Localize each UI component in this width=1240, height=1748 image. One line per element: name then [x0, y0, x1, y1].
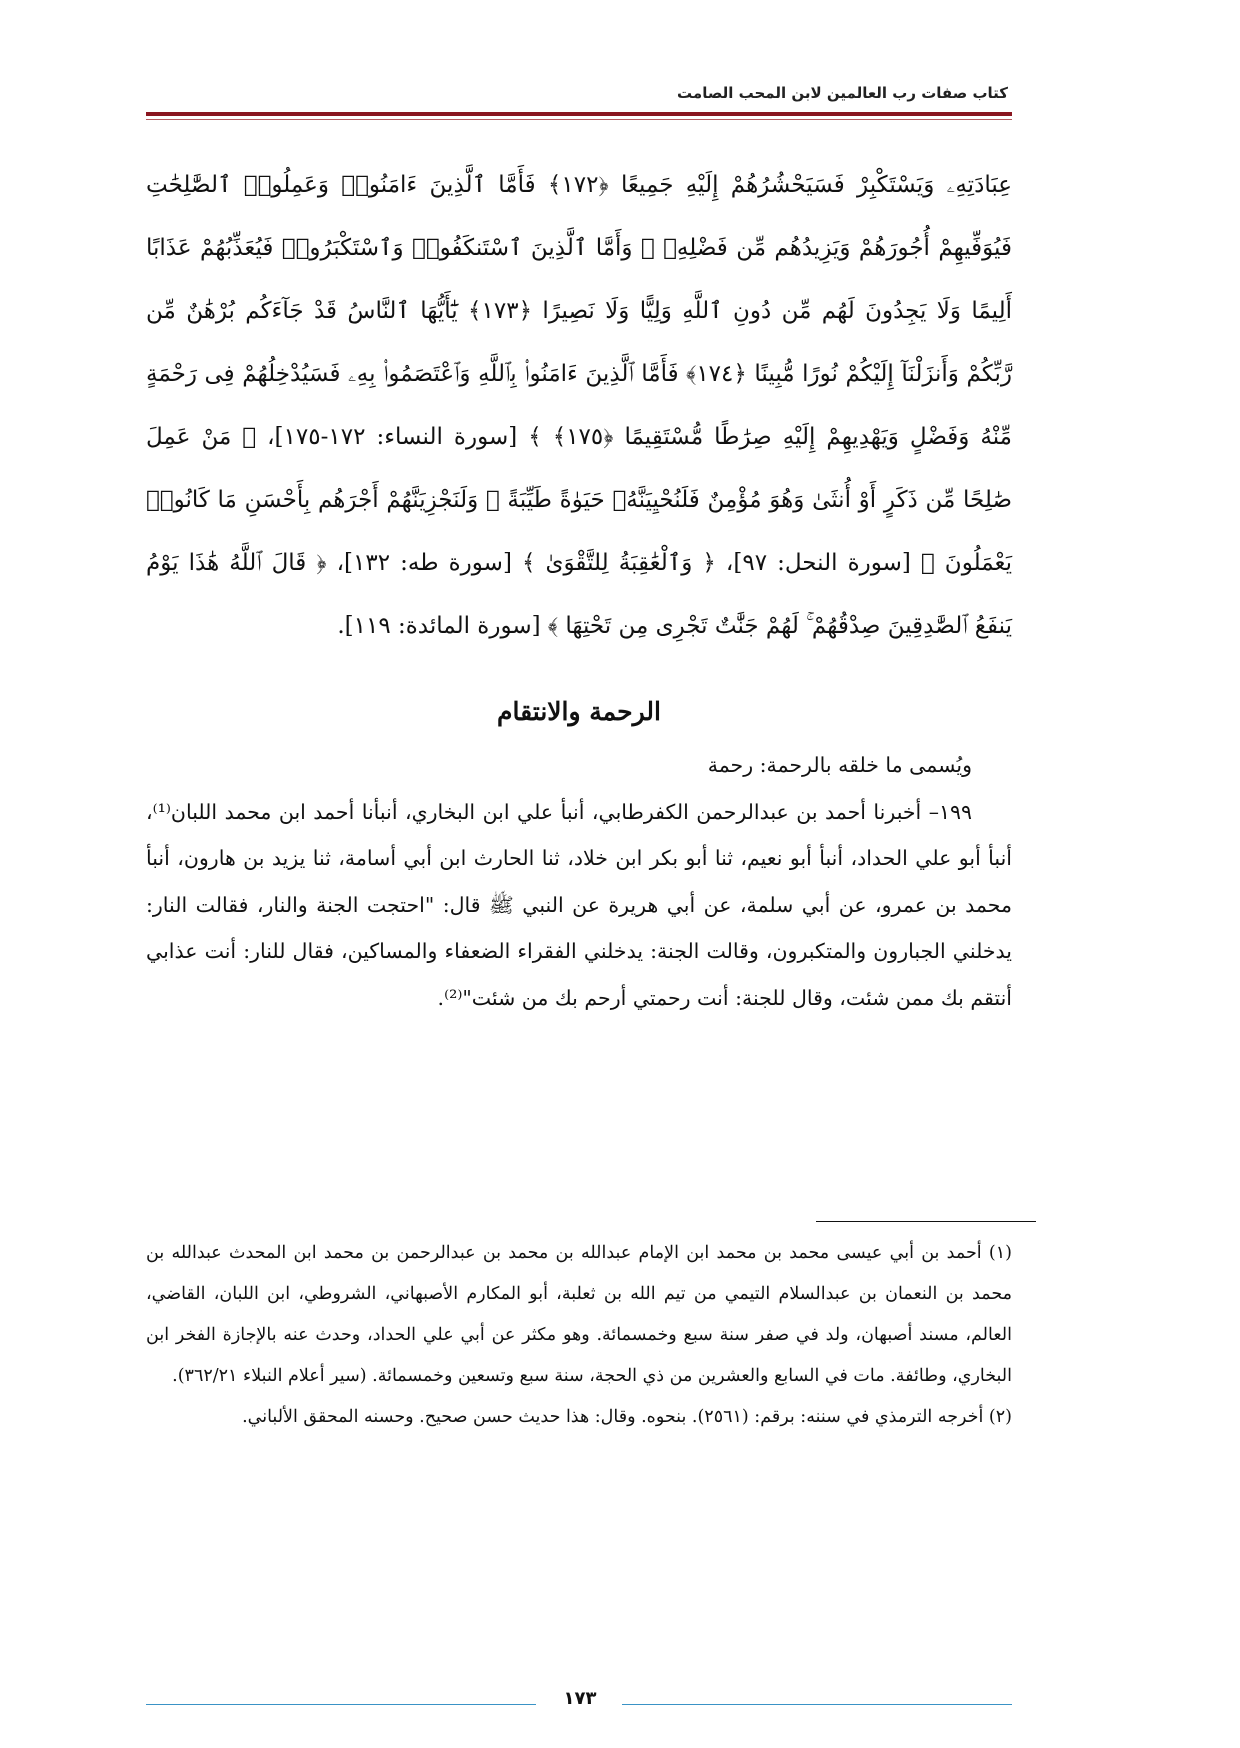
footer-rule-right [622, 1704, 1012, 1705]
footnote-1: (١) أحمد بن أبي عيسى محمد بن محمد ابن الإمام عبدالله بن محمد بن عبدالرحمن بن محمد ابن المحدث عبدالله بن محمد بن النعمان بن عبدالسلام التيمي من تيم الله بن ثعلبة، أبو المكارم الأصبهاني، الشروطي، ابن اللبان، القاضي، العالم، مسند أصبهان، ولد في صفر سنة سبع وخمسمائة. وهو مكثر عن أبي علي الحداد، وحدث عنه بالإجازة الفخر ابن البخاري، وطائفة. مات في السابع والعشرين من ذي الحجة، سنة سبع وتسعين وخمسمائة. (سير أعلام النبلاء ٣٦٢/٢١). [146, 1243, 1012, 1386]
header-rule [146, 112, 1012, 116]
running-header-title: كتاب صفات رب العالمين لابن المحب الصامت [677, 84, 1008, 102]
hadith-paragraph: ١٩٩– أخبرنا أحمد بن عبدالرحمن الكفرطابي، أنبأ علي ابن البخاري، أنبأنا أحمد ابن محمد اللبان⁽¹⁾، أنبأ أبو علي الحداد، أنبأ أبو نعيم، ثنا أبو بكر ابن خلاد، ثنا الحارث ابن أبي أسامة، ثنا يزيد بن هارون، أنبأ محمد بن عمرو، عن أبي سلمة، عن أبي هريرة عن النبي ﷺ قال: "احتجت الجنة والنار، فقالت النار: يدخلني الجبارون والمتكبرون، وقالت الجنة: يدخلني الفقراء الضعفاء والمساكين، فقال للنار: أنت عذابي أنتقم بك ممن شئت، وقال للجنة: أنت رحمتي أرحم بك من شئت"⁽²⁾. [146, 799, 1012, 1010]
page-number: ١٧٣ [563, 1688, 597, 1709]
header-rule-thin [146, 119, 1012, 120]
footer-rule-left [146, 1704, 536, 1705]
body-text [146, 742, 1012, 1021]
section-title: الرحمة والانتقام [497, 697, 661, 726]
footnote-2: (٢) أخرجه الترمذي في سننه: برقم: (٢٥٦١). بنحوه. وقال: هذا حديث حسن صحيح. وحسنه المحقق الألباني. [242, 1407, 1012, 1427]
quran-passage: عِبَادَتِهِۦ وَيَسْتَكْبِرْ فَسَيَحْشُرُهُمْ إِلَيْهِ جَمِيعًا ﴿١٧٢﴾ فَأَمَّا ٱلَّذِينَ ءَامَنُوا۟ وَعَمِلُوا۟ ٱلصَّٰلِحَٰتِ فَيُوَفِّيهِمْ أُجُورَهُمْ وَيَزِيدُهُم مِّن فَضْلِهِۦ ۖ وَأَمَّا ٱلَّذِينَ ٱسْتَنكَفُوا۟ وَٱسْتَكْبَرُوا۟ فَيُعَذِّبُهُمْ عَذَابًا أَلِيمًا وَلَا يَجِدُونَ لَهُم مِّن دُونِ ٱللَّهِ وَلِيًّا وَلَا نَصِيرًا ﴿١٧٣﴾ يَٰٓأَيُّهَا ٱلنَّاسُ قَدْ جَآءَكُم بُرْهَٰنٌ مِّن رَّبِّكُمْ وَأَنزَلْنَآ إِلَيْكُمْ نُورًا مُّبِينًا ﴿١٧٤﴾ فَأَمَّا ٱلَّذِينَ ءَامَنُوا۟ بِٱللَّهِ وَٱعْتَصَمُوا۟ بِهِۦ فَسَيُدْخِلُهُمْ فِى رَحْمَةٍ مِّنْهُ وَفَضْلٍ وَيَهْدِيهِمْ إِلَيْهِ صِرَٰطًا مُّسْتَقِيمًا ﴿١٧٥﴾ ﴾ [سورة النساء: ١٧٢-١٧٥]، ﴿ مَنْ عَمِلَ صَٰلِحًا مِّن ذَكَرٍ أَوْ أُنثَىٰ وَهُوَ مُؤْمِنٌ فَلَنُحْيِيَنَّهُۥ حَيَوٰةً طَيِّبَةً ۖ وَلَنَجْزِيَنَّهُمْ أَجْرَهُم بِأَحْسَنِ مَا كَانُوا۟ يَعْمَلُونَ ﴾ [سورة النحل: ٩٧]، ﴿ وَٱلْعَٰقِبَةُ لِلتَّقْوَىٰ ﴾ [سورة طه: ١٣٢]، ﴿ قَالَ ٱللَّهُ هَٰذَا يَوْمُ يَنفَعُ ٱلصَّٰدِقِينَ صِدْقُهُمْ ۚ لَهُمْ جَنَّٰتٌ تَجْرِى مِن تَحْتِهَا ﴾ [سورة المائدة: ١١٩]. [146, 172, 1012, 639]
footnote-separator [816, 1221, 1036, 1222]
footnotes [146, 1233, 1012, 1438]
intro-paragraph: ويُسمى ما خلقه بالرحمة: رحمة [707, 753, 972, 777]
